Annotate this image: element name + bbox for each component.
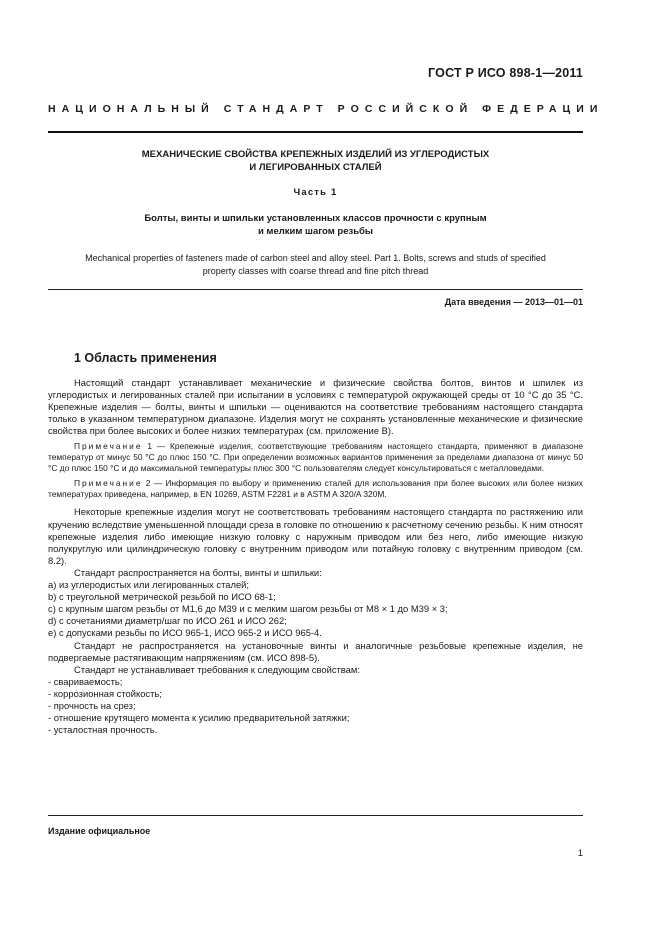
introduction-date: Дата введения — 2013—01—01 [444, 297, 583, 307]
document-subtitle [60, 212, 571, 238]
title-divider [48, 289, 583, 290]
note-text: 2 — Информация по выбору и применению сталей для использования при более высоких или более низких температурах приведена, например, в EN 10269, ASTM F2281 и в ASTM A 320/A 320M. [48, 478, 583, 500]
list-item: - усталостная прочность. [48, 724, 158, 736]
section-body [48, 377, 583, 736]
title-line: И ЛЕГИРОВАННЫХ СТАЛЕЙ [249, 162, 382, 173]
note-label: Примечание [74, 441, 143, 452]
list-item: d) с сочетаниями диаметр/шаг по ИСО 261 и ИСО 262; [48, 615, 287, 627]
list-item: - свариваемость; [48, 675, 123, 687]
list-item: а) из углеродистых или легированных сталей; [48, 579, 250, 591]
note-1 [48, 441, 583, 474]
document-number: ГОСТ Р ИСО 898-1—2011 [428, 66, 583, 80]
paragraph: Настоящий стандарт устанавливает механические и физические свойства болтов, винтов и шпилек из углеродистых и легированных сталей при испытании в условиях с температурой окружающей среды от 10 °С до 35 °С. Крепежные изделия — болты, винты и шпильки — оцениваются на соответствие требованиям настоящего стандарта только в указанном температурном диапазоне. Изделия могут не сохранять установленные механические и физические свойства при более высоких и более низких температурах (см. приложение В). [48, 377, 583, 437]
national-standard-heading: НАЦИОНАЛЬНЫЙ СТАНДАРТ РОССИЙСКОЙ ФЕДЕРАЦИИ [48, 103, 604, 115]
document-title-en [60, 252, 571, 277]
title-en-line: Mechanical properties of fasteners made of carbon steel and alloy steel. Part 1. Bolts, screws and studs of specified [85, 253, 546, 263]
section-title: 1 Область применения [74, 351, 217, 365]
paragraph: Стандарт не распространяется на установочные винты и аналогичные резьбовые крепежные изделия, не подвергаемые растягивающим напряжениям (см. ИСО 898-5). [48, 639, 583, 663]
page-number: 1 [577, 848, 583, 859]
edition-label: Издание официальное [48, 826, 151, 836]
note-text: 1 — Крепежные изделия, соответствующие требованиям настоящего стандарта, применяют в диапазоне температур от минус 50 °С до плюс 150 °С. При определении возможных вариантов применения за пределами диапазона от минус 50 °С до плюс 150 °С и до максимальной температуры плюс 300 °С пользователям следует консультироваться с металловедами. [48, 441, 583, 474]
subtitle-line: Болты, винты и шпильки установленных классов прочности с крупным [144, 213, 487, 224]
note-label: Примечание [74, 478, 143, 489]
title-line: МЕХАНИЧЕСКИЕ СВОЙСТВА КРЕПЕЖНЫХ ИЗДЕЛИЙ ИЗ УГЛЕРОДИСТЫХ [141, 149, 490, 160]
list-item: b) с треугольной метрической резьбой по ИСО 68-1; [48, 591, 276, 603]
paragraph: Стандарт распространяется на болты, винты и шпильки: [74, 566, 322, 578]
list-item: - прочность на срез; [48, 699, 136, 711]
footer-divider [48, 815, 583, 816]
document-title-ru [60, 148, 571, 174]
part-label: Часть 1 [293, 187, 338, 198]
list-item: c) с крупным шагом резьбы от М1,6 до М39 и с мелким шагом резьбы от М8 × 1 до М39 × 3; [48, 603, 448, 615]
paragraph: Некоторые крепежные изделия могут не соответствовать требованиям настоящего стандарта по растяжению или кручению вследствие уменьшенной площади среза в головке по отношению к расчетному сечению резьбы. К ним относят крепежные изделия либо имеющие низкую головку с наружным приводом или без него, либо имеющие низкую полукруглую или цилиндрическую головку с внутренним приводом или потайную головку с внутренним приводом (см. 8.2). [48, 506, 583, 566]
subtitle-line: и мелким шагом резьбы [257, 226, 374, 237]
note-2 [48, 478, 583, 500]
list-item: - коррозионная стойкость; [48, 687, 162, 699]
list-item: e) с допусками резьбы по ИСО 965-1, ИСО 965-2 и ИСО 965-4. [48, 627, 322, 639]
paragraph: Стандарт не устанавливает требования к следующим свойствам: [74, 663, 360, 675]
header-divider [48, 131, 583, 133]
list-item: - отношение крутящего момента к усилию предварительной затяжки; [48, 712, 350, 724]
title-en-line: property classes with coarse thread and fine pitch thread [202, 265, 429, 276]
